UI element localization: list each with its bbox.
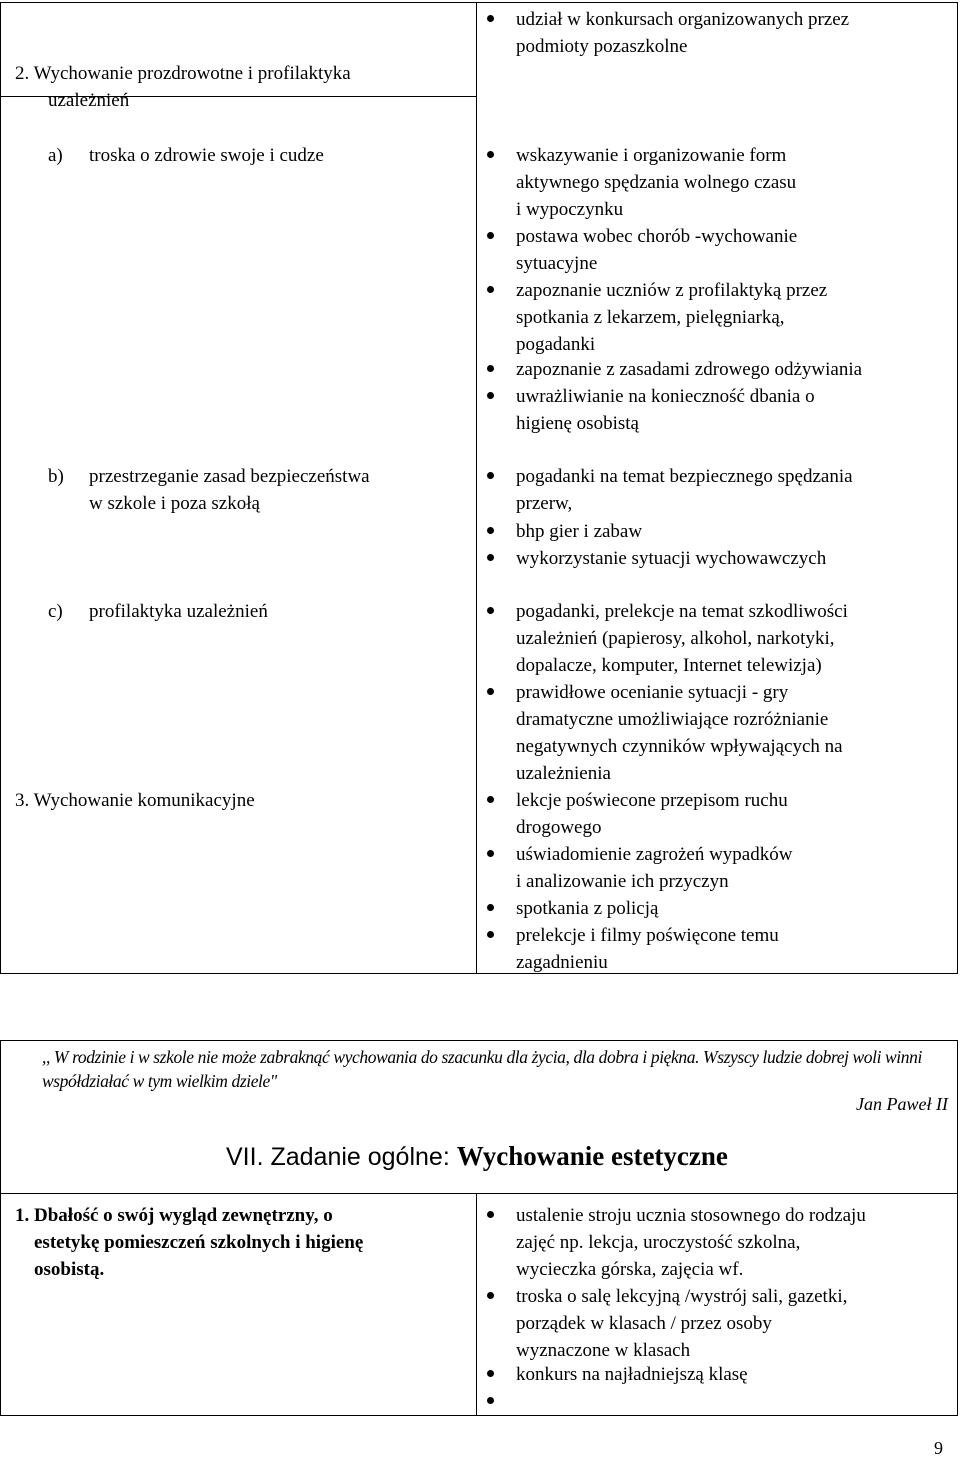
heading-bold: Wychowanie estetyczne	[456, 1141, 728, 1171]
bullet-icon	[487, 527, 494, 534]
bullet-icon	[487, 1292, 494, 1299]
bullet-icon	[487, 931, 494, 938]
bullet-icon	[487, 796, 494, 803]
section-b-title: przestrzeganie zasad bezpieczeństwa w szkole i poza szkołą	[89, 466, 370, 514]
bullet-icon	[487, 392, 494, 399]
page-number: 9	[934, 1438, 943, 1458]
bullet-icon	[487, 472, 494, 479]
bullet-icon	[487, 1370, 494, 1377]
section-a-label: a)	[48, 145, 63, 166]
section-b-label: b)	[48, 466, 64, 487]
section-heading	[226, 1138, 728, 1175]
section-a-title: troska o zdrowie swoje i cudze	[89, 145, 324, 166]
column-divider	[476, 3, 477, 973]
section-c-label: c)	[48, 601, 63, 622]
bullet-icon	[487, 607, 494, 614]
bullet-icon	[487, 365, 494, 372]
bottom-left-title: 1. Dbałość o swój wygląd zewnętrzny, o estetykę pomieszczeń szkolnych i higienę osobistą.	[15, 1205, 364, 1280]
bullet-icon	[487, 688, 494, 695]
bullet-icon	[487, 15, 494, 22]
column-divider	[476, 1194, 477, 1415]
section-3-title: 3. Wychowanie komunikacyjne	[15, 790, 255, 811]
bullet-icon	[487, 1397, 494, 1404]
quote-author: Jan Paweł II	[856, 1094, 948, 1114]
bullet-icon	[487, 904, 494, 911]
bullet-icon	[487, 151, 494, 158]
heading-prefix: VII. Zadanie ogólne:	[226, 1143, 457, 1171]
section-c-title: profilaktyka uzależnień	[89, 601, 268, 622]
quote-text: ,, W rodzinie i w szkole nie może zabraknąć wychowania do szacunku dla życia, dla dobra i piękna. Wszyscy ludzie dobrej woli winni współdziałać w tym wielkim dziele"	[42, 1047, 922, 1091]
section-2-title-line2: uzależnień	[48, 90, 130, 111]
bullet-icon	[487, 1211, 494, 1218]
bullet-icon	[487, 232, 494, 239]
bullet-icon	[487, 286, 494, 293]
section-2-title: 2. Wychowanie prozdrowotne i profilaktyka	[15, 63, 351, 84]
bullet-icon	[487, 554, 494, 561]
bullet-icon	[487, 850, 494, 857]
